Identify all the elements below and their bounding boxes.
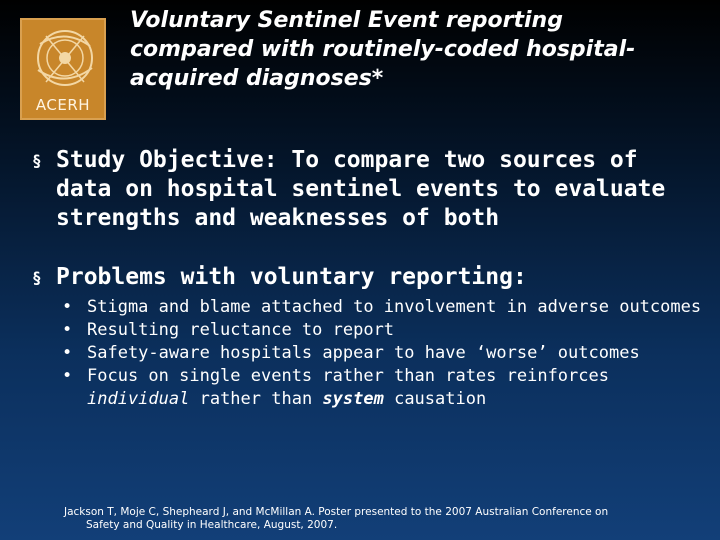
sub-bullet-text: Resulting reluctance to report — [87, 320, 395, 340]
sub-bullet-list — [62, 296, 702, 411]
sub-bullet-item — [62, 296, 702, 319]
sub-bullet-item — [62, 342, 702, 365]
sub-bullet-dot: • — [62, 297, 73, 317]
sub-bullet-dot: • — [62, 366, 73, 386]
sub-bullet-text: rather than — [189, 389, 323, 409]
bullet-text: Study Objective: To compare two sources of data on hospital sentinel events to evaluate strengths and weaknesses of both — [56, 147, 666, 231]
bullet-marker: § — [32, 151, 42, 170]
bullet-study-objective — [32, 146, 692, 233]
logo-text: ACERH — [35, 96, 91, 114]
emphasis-system: system — [322, 389, 384, 409]
citation-line-1: Jackson T, Moje C, Shepheard J, and McMillan A. Poster presented to the 2007 Australian Conference on — [64, 506, 609, 518]
sub-bullet-text: causation — [383, 389, 487, 409]
bullet-marker: § — [32, 268, 42, 287]
slide-title: Voluntary Sentinel Event reporting compared with routinely-coded hospital-acquired diagnoses* — [130, 8, 636, 91]
sub-bullet-item — [62, 365, 702, 411]
sub-bullet-text: Stigma and blame attached to involvement in adverse outcomes — [87, 297, 702, 317]
sub-bullet-dot: • — [62, 320, 73, 340]
bullet-problems — [32, 263, 692, 292]
logo-emblem-icon — [26, 24, 104, 94]
sub-bullet-item — [62, 319, 702, 342]
citation-line-2: Safety and Quality in Healthcare, August, 2007. — [86, 519, 338, 531]
emphasis-individual: individual — [87, 389, 190, 409]
sub-bullet-dot: • — [62, 343, 73, 363]
sub-bullet-text: Focus on single events rather than rates reinforces — [87, 366, 609, 386]
sub-bullet-text: Safety-aware hospitals appear to have ‘worse’ outcomes — [87, 343, 640, 363]
bullet-text: Problems with voluntary reporting: — [56, 264, 527, 290]
acerh-logo — [20, 18, 106, 120]
citation-footnote — [64, 506, 704, 532]
